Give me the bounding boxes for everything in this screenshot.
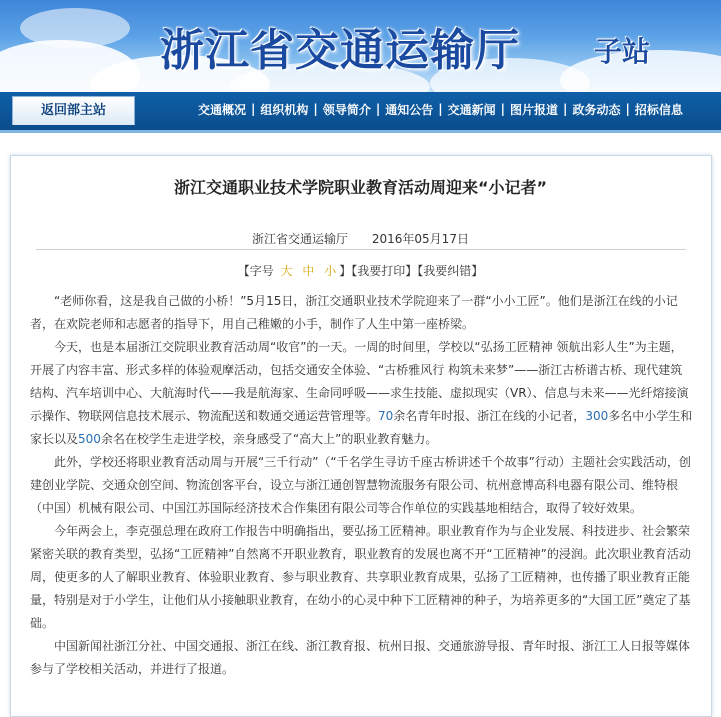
article-date: 2016年05月17日 xyxy=(371,232,469,246)
site-subtitle: 子站 xyxy=(594,35,651,68)
nav-separator: | xyxy=(375,102,381,116)
font-size-label: 【字号 xyxy=(237,264,274,278)
paragraph-text: 今天，也是本届浙江交院职业教育活动周“收官”的一天。一周的时间里，学校以“弘扬工匠精神 领航出彩人生”为主题，开展了内容丰富、形式多样的体验观摩活动，包括交通安全体验、“古桥雅风行 构筑未来梦”——浙江古桥谱古桥、现代建筑结构、汽车培训中心、大航海时代——我是航海家、生命同呼吸——求生技能、虚拟现实（VR）、信息与未来——光纤熔接演示操作、物联网信息技术展示、物流配送和数通交通运营管理等。 xyxy=(30,340,689,423)
article-source: 浙江省交通运输厅 xyxy=(252,232,349,246)
article-meta xyxy=(0,230,721,247)
cloud-decoration xyxy=(20,8,130,48)
paragraph-text: 余名在校学生走进学校，亲身感受了“高大上”的职业教育魅力。 xyxy=(100,432,438,446)
nav-menu xyxy=(193,92,688,126)
nav-item-notices[interactable]: 通知公告 xyxy=(385,102,434,117)
nav-item-tenders[interactable]: 招标信息 xyxy=(634,102,683,117)
font-size-small-link[interactable]: 小 xyxy=(324,264,337,278)
home-button[interactable]: 返回部主站 xyxy=(12,96,135,125)
nav-separator: | xyxy=(438,102,443,116)
article-paragraph: “老师你看，这是我自己做的小桥！”5月15日，浙江交通职业技术学院迎来了一群“小小工匠”。他们是浙江在线的小记者，在欢院老师和志愿者的指导下，用自己稚嫩的小手，制作了人生中第一座桥梁。 xyxy=(30,294,678,331)
nav-separator: | xyxy=(563,102,568,116)
article-paragraph: 中国新闻社浙江分社、中国交通报、浙江在线、浙江教育报、杭州日报、交通旅游导报、青年时报、浙江工人日报等媒体参与了学校相关活动，并进行了报道。 xyxy=(30,639,691,676)
meta-divider xyxy=(36,249,686,250)
number-highlight: 70 xyxy=(378,409,394,423)
article-paragraph: 今年两会上，李克强总理在政府工作报告中明确指出，要弘扬工匠精神。职业教育作为与企业发展、科技进步、社会繁荣紧密关联的教育类型，弘扬“工匠精神”自然离不开职业教育，职业教育的发展也离不开“工匠精神”的浸润。此次职业教育活动周，使更多的人了解职业教育、体验职业教育、参与职业教育、共享职业教育成果，弘扬了工匠精神，也传播了职业教育正能量，特别是对于小学生，让他们从小接触职业教育，在幼小的心灵中种下工匠精神的种子，为培养更多的“大国工匠”奠定了基础。 xyxy=(30,524,691,630)
article-tools xyxy=(0,262,721,279)
nav-separator: | xyxy=(251,102,256,116)
nav-separator: | xyxy=(313,102,318,116)
nav-item-organization[interactable]: 组织机构 xyxy=(260,102,309,117)
article-title: 浙江交通职业技术学院职业教育活动周迎来“小记者” xyxy=(173,178,548,197)
main-nav xyxy=(0,92,721,133)
correct-link[interactable]: 【我要纠错】 xyxy=(417,264,484,278)
nav-item-news[interactable]: 交通新闻 xyxy=(447,102,496,117)
font-size-medium-link[interactable]: 中 xyxy=(302,264,315,278)
nav-item-leaders[interactable]: 领导简介 xyxy=(322,102,371,117)
paragraph-text: 多名中小学生和家长以及 xyxy=(30,409,693,446)
article-paragraph: 此外，学校还将职业教育活动周与开展“三千行动”（“千名学生寻访千座古桥讲述千个故事”行动）主题社会实践活动，创建创业学院、交通众创空间、物流创客平台，设立与浙江通创智慧物流服务有限公司、杭州意博高科电器有限公司、维特根（中国）机械有限公司、中国江苏国际经济技术合作集团有限公司等合作单位的实践基地相结合，取得了较好效果。 xyxy=(30,455,691,515)
nav-item-affairs[interactable]: 政务动态 xyxy=(572,102,621,117)
number-highlight: 300 xyxy=(585,409,609,423)
font-size-large-link[interactable]: 大 xyxy=(280,264,293,278)
article-paragraph xyxy=(30,336,694,451)
nav-item-overview[interactable]: 交通概况 xyxy=(198,102,247,117)
page-gap xyxy=(0,133,721,155)
number-highlight: 500 xyxy=(78,432,101,446)
nav-separator: | xyxy=(625,102,630,116)
print-link[interactable]: 【我要打印】 xyxy=(351,264,418,278)
nav-separator: | xyxy=(500,102,506,116)
site-title: 浙江省交通运输厅 xyxy=(160,25,520,76)
font-size-label-close: 】 xyxy=(339,264,352,278)
site-banner xyxy=(0,0,721,92)
article-body xyxy=(30,290,694,681)
nav-item-photos[interactable]: 图片报道 xyxy=(510,102,559,117)
paragraph-text: 余名青年时报、浙江在线的小记者， xyxy=(393,409,586,423)
